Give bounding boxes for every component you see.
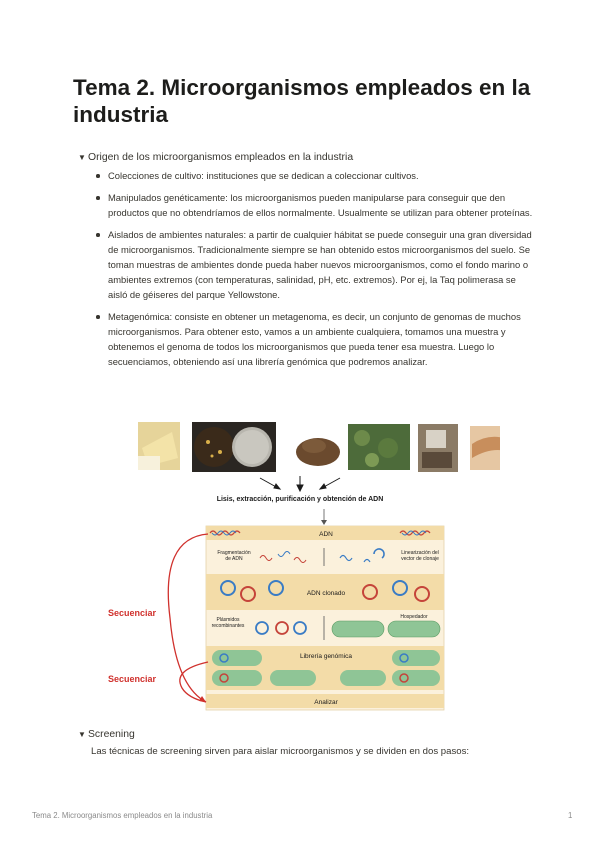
footer-title: Tema 2. Microorganismos empleados en la industria [32,811,213,820]
toggle-origen[interactable] [78,151,353,165]
list-item: Metagenómica: consiste en obtener un metagenoma, es decir, un conjunto de genomas de muchos microorganismos. Para obtener esto, vamos a un ambiente cualquiera, tomamos una muestra y obtenemos el genoma de todos los microorganismos que pueda tener esa muestra. Luego lo secuenciamos, obteniendo así una librería genómica que podremos analizar. [93,309,533,369]
list-item: Colecciones de cultivo: instituciones que se dedican a coleccionar cultivos. [93,168,533,183]
toggle-screening-label: Screening [88,729,135,740]
plasmidos-label: Plásmidos recombinantes [211,617,245,629]
photo-soil [296,438,340,466]
secuenciar-label-1: Secuenciar [108,608,157,618]
page-number: 1 [568,811,573,820]
toggle-screening[interactable] [78,728,135,742]
adn-clonado-label: ADN clonado [306,590,346,597]
photo-petri-dishes [192,422,276,472]
metagenomics-figure [100,418,500,718]
page-title: Tema 2. Microorganismos empleados en la industria [73,75,531,127]
screening-text: Las técnicas de screening sirven para aislar microorganismos y se dividen en dos pasos: [91,746,470,757]
linearizacion-label: Linearización del vector de clonaje [401,550,439,562]
photo-cheese [138,422,180,470]
triangle-down-icon[interactable]: ▼ [78,730,86,739]
sequencing-arrow-1 [168,534,208,702]
photo-researcher [418,424,458,472]
fragmentacion-label: Fragmentación de ADN [217,550,251,562]
photo-rock [470,426,500,470]
sequencing-arrow-2 [180,662,208,702]
secuenciar-label-2: Secuenciar [108,674,157,684]
origen-list [93,168,533,376]
list-item: Aislados de ambientes naturales: a partir de cualquier hábitat se puede conseguir una gran diversidad de microorganismos. Tradicionalmente siempre se han obtenido estos microorganismos del suelo. Se toman muestras de ambientes donde pueda haber nuevos microorganismos, como el fondo marino o ambientes extremos (con temperaturas, salinidad, pH, etc. extremos). Por ej, la Taq polimerasa se aisló de géiseres del parque Yellowstone. [93,227,533,302]
hospedador-label: Hospedador [400,614,428,620]
convergence-arrows [260,476,340,491]
analizar-label: Analizar [314,699,338,706]
triangle-down-icon[interactable]: ▼ [78,153,86,162]
libreria-label: Librería genómica [299,653,353,660]
list-item: Manipulados genéticamente: los microorganismos pueden manipularse para conseguir que den productos que no obtendríamos de ellos normalmente. Usualmente se utilizan para obtener proteínas. [93,190,533,220]
lysis-label: Lisis, extracción, purificación y obtención de ADN [216,496,384,503]
adn-label: ADN [319,531,333,538]
photo-moss [348,424,410,470]
toggle-origen-label: Origen de los microorganismos empleados en la industria [88,152,354,163]
